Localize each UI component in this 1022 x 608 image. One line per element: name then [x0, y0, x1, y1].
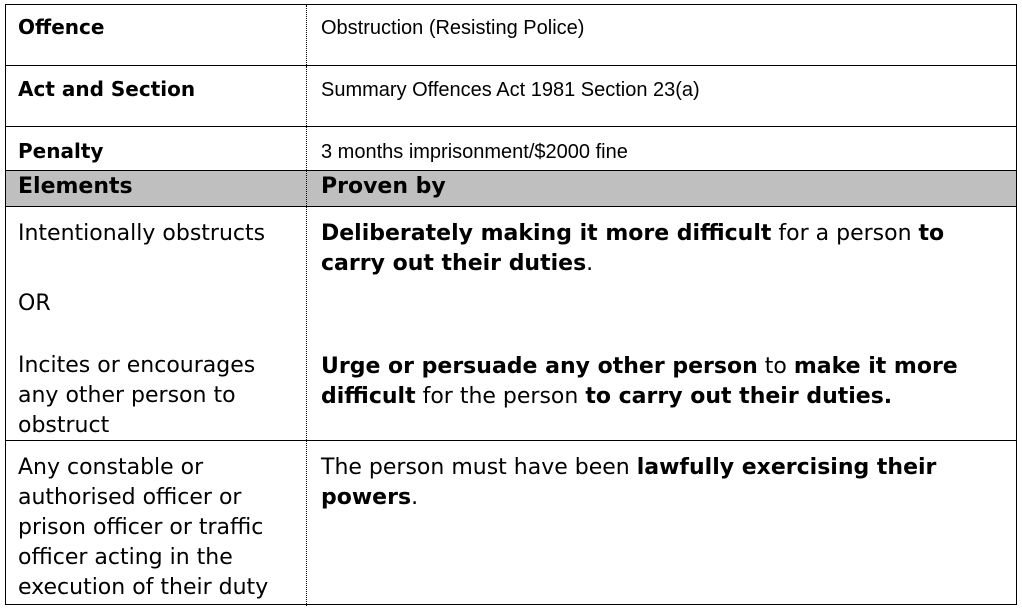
- element-constable-line4: officer acting in the: [18, 545, 233, 570]
- act-section-row: [6, 66, 1016, 127]
- elements-header-row: [6, 171, 1016, 207]
- element-incites-line1: Incites or encourages: [18, 353, 256, 378]
- act-section-value: Summary Offences Act 1981 Section 23(a): [306, 66, 1016, 126]
- element-row-constable: [6, 441, 1016, 606]
- offence-table: [5, 4, 1017, 605]
- act-section-label: Act and Section: [18, 77, 196, 101]
- proof-bold-1: Deliberately making it more difficult: [321, 221, 772, 246]
- element-constable-line5: execution of their duty: [18, 575, 269, 600]
- offence-row: [6, 5, 1016, 66]
- offence-label: Offence: [18, 15, 105, 39]
- proof-bold-3: Urge or persuade any other person: [321, 354, 758, 379]
- proof-bold-2: to carry out their duties: [321, 221, 945, 276]
- element-intentionally-obstructs: Intentionally obstructs: [18, 221, 266, 246]
- element-cell-constable: [6, 441, 306, 606]
- element-row-obstructs: [6, 207, 1016, 441]
- penalty-label: Penalty: [18, 139, 104, 163]
- penalty-value: 3 months imprisonment/$2000 fine: [306, 127, 1016, 170]
- element-constable-line2: authorised officer or: [18, 485, 242, 510]
- proven-by-header: Proven by: [306, 171, 1016, 206]
- proof-deliberately: [321, 219, 976, 279]
- proof-text-2: .: [586, 251, 594, 276]
- proof-cell-constable: [306, 441, 1016, 606]
- element-constable-line3: prison officer or traffic: [18, 515, 264, 540]
- proof-bold-5: to carry out their duties.: [585, 384, 893, 409]
- proof-cell-obstructs: [306, 207, 1016, 440]
- element-constable-line1: Any constable or: [18, 455, 204, 480]
- element-incites-line3: obstruct: [18, 413, 110, 438]
- element-incites-line2: any other person to: [18, 383, 236, 408]
- elements-header: Elements: [18, 174, 133, 199]
- proof-lawfully: [321, 453, 946, 513]
- proof-text-4: for the person: [415, 384, 586, 409]
- proof-text-3: to: [757, 354, 794, 379]
- proof-text-1: for a person: [771, 221, 919, 246]
- proof-bold-4: make it more difficult: [321, 354, 958, 409]
- element-cell-obstructs: [6, 207, 306, 440]
- offence-value: Obstruction (Resisting Police): [306, 5, 1016, 65]
- proof-bold-6: lawfully exercising their powers: [321, 455, 937, 510]
- proof-text-7: .: [411, 485, 419, 510]
- penalty-row: [6, 127, 1016, 171]
- element-or: OR: [18, 291, 51, 316]
- proof-urge: [321, 352, 986, 412]
- proof-text-6: The person must have been: [321, 455, 637, 480]
